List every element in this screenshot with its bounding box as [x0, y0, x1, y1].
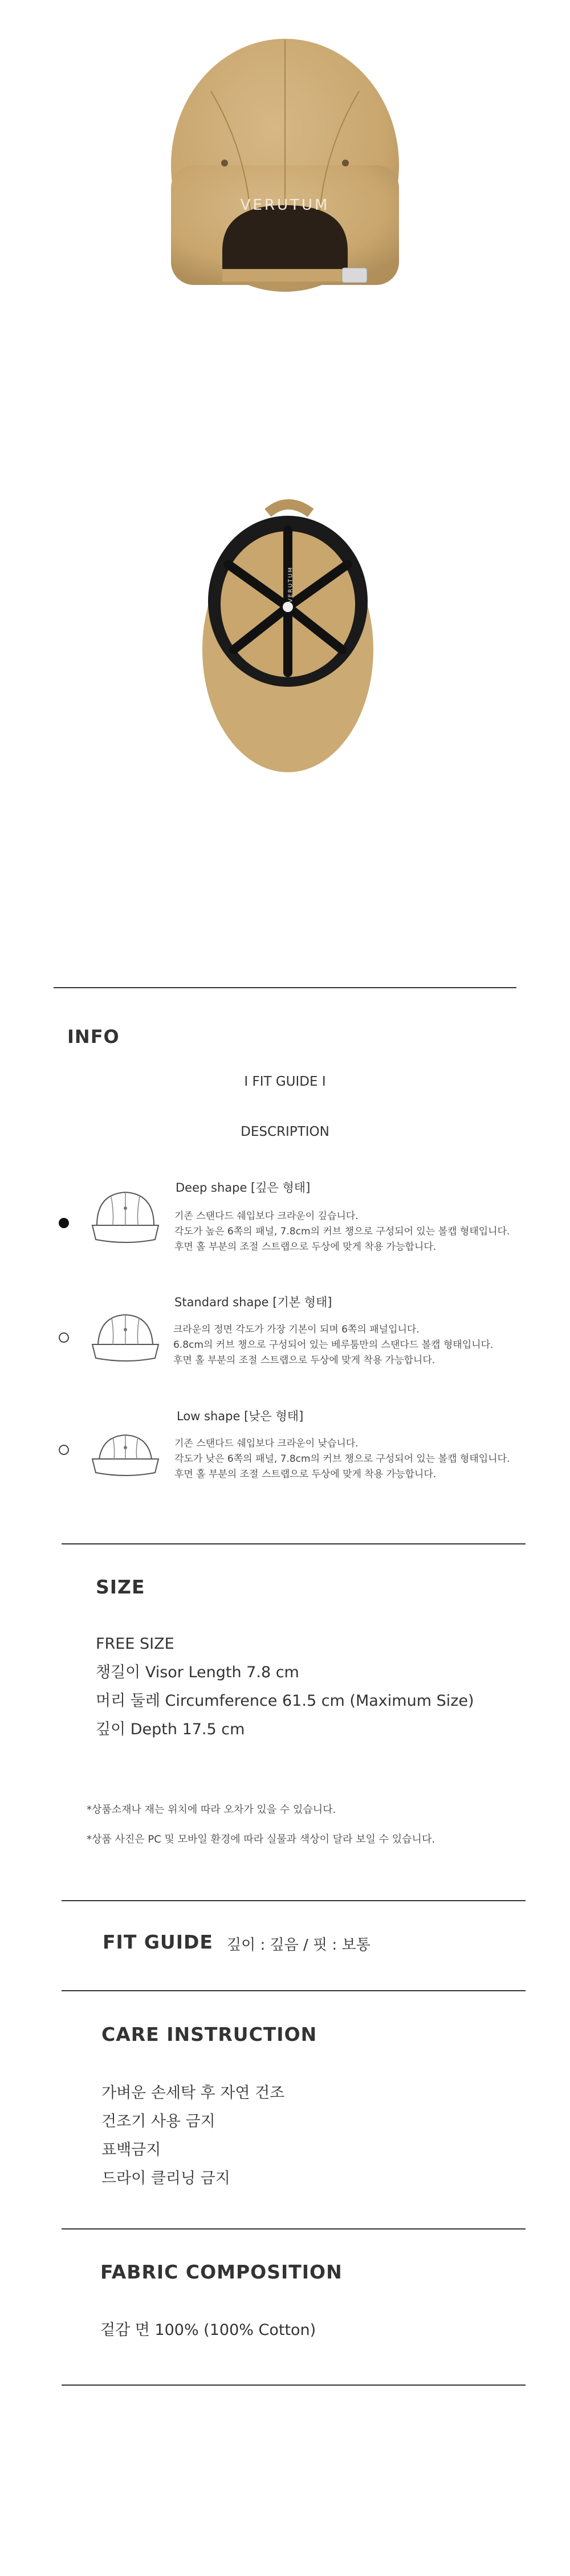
care-line: 표백금지 [101, 2141, 161, 2159]
size-line: 깊이 Depth 17.5 cm [96, 1721, 245, 1738]
cap-outline-icon [91, 1303, 160, 1366]
size-line: 챙길이 Visor Length 7.8 cm [96, 1664, 299, 1681]
shape-desc-line: 기존 스탠다드 쉐입보다 크라운이 깊습니다. [174, 1210, 359, 1222]
radio-unselected[interactable] [59, 1445, 69, 1455]
fabric-title: FABRIC COMPOSITION [100, 2261, 343, 2283]
cap-outline-icon [91, 1185, 160, 1248]
size-title: SIZE [96, 1576, 145, 1598]
info-title: INFO [67, 1026, 120, 1047]
care-line: 드라이 클리닝 금지 [101, 2170, 230, 2187]
shape-desc-line: 각도가 높은 6쪽의 패널, 7.8cm의 커브 챙으로 구성되어 있는 볼캡 형태입니다. [174, 1226, 510, 1237]
shape-option-deep[interactable] [57, 1168, 524, 1265]
cap-outline-icon [91, 1419, 160, 1482]
fit-guide-title: FIT GUIDE [103, 1931, 213, 1953]
shape-title: Low shape [낮은 형태] [177, 1409, 304, 1423]
cap-inner-tape-text: VERUTUM [287, 566, 294, 603]
shape-desc-line: 기존 스탠다드 쉐입보다 크라운이 낮습니다. [174, 1438, 359, 1449]
shape-desc-line: 6.8cm의 커브 챙으로 구성되어 있는 베루툼만의 스탠다드 볼캡 형태입니다. [173, 1339, 494, 1351]
divider-care [62, 1990, 526, 1991]
shape-option-low[interactable] [57, 1399, 524, 1496]
shape-desc-line: 후면 홀 부분의 조절 스트랩으로 두상에 맞게 착용 가능합니다. [173, 1355, 435, 1366]
shape-desc-line: 각도가 낮은 6쪽의 패널, 7.8cm의 커브 챙으로 구성되어 있는 볼캡 형태입니다. [174, 1453, 510, 1465]
cap-inner-photo [199, 479, 376, 775]
shape-title: Standard shape [기본 형태] [174, 1295, 332, 1309]
care-title: CARE INSTRUCTION [101, 2023, 317, 2045]
shape-title: Deep shape [깊은 형태] [176, 1181, 311, 1195]
divider-top [54, 987, 516, 988]
size-note: *상품 사진은 PC 및 모바일 환경에 따라 실물과 색상이 달라 보일 수 있습니다. [87, 1833, 435, 1845]
divider-fabric [62, 2228, 526, 2229]
divider-size [62, 1543, 526, 1544]
fabric-value: 겉감 면 100% (100% Cotton) [100, 2321, 316, 2339]
shape-option-standard[interactable] [57, 1285, 524, 1382]
radio-unselected[interactable] [59, 1332, 69, 1343]
divider-bottom [62, 2385, 526, 2386]
fit-guide-label: I FIT GUIDE I [244, 1074, 326, 1089]
fit-guide-value: 깊이 : 깊음 / 핏 : 보통 [227, 1937, 370, 1954]
cap-back-photo [165, 23, 405, 319]
size-line: 머리 둘레 Circumference 61.5 cm (Maximum Size) [96, 1692, 474, 1710]
shape-desc-line: 후면 홀 부분의 조절 스트랩으로 두상에 맞게 착용 가능합니다. [174, 1469, 437, 1480]
shape-desc-line: 크라운의 정면 각도가 가장 기본이 되며 6쪽의 패널입니다. [173, 1324, 420, 1335]
cap-back-logo: VERUTUM [240, 197, 330, 214]
size-note: *상품소재나 재는 위치에 따라 오차가 있을 수 있습니다. [87, 1804, 336, 1816]
radio-selected[interactable] [59, 1218, 69, 1228]
description-label: DESCRIPTION [241, 1124, 329, 1139]
care-line: 가벼운 손세탁 후 자연 건조 [101, 2084, 285, 2102]
divider-fit [62, 1900, 526, 1901]
size-line: FREE SIZE [96, 1635, 174, 1653]
shape-desc-line: 후면 홀 부분의 조절 스트랩으로 두상에 맞게 착용 가능합니다. [174, 1241, 437, 1253]
care-line: 건조기 사용 금지 [101, 2113, 215, 2130]
